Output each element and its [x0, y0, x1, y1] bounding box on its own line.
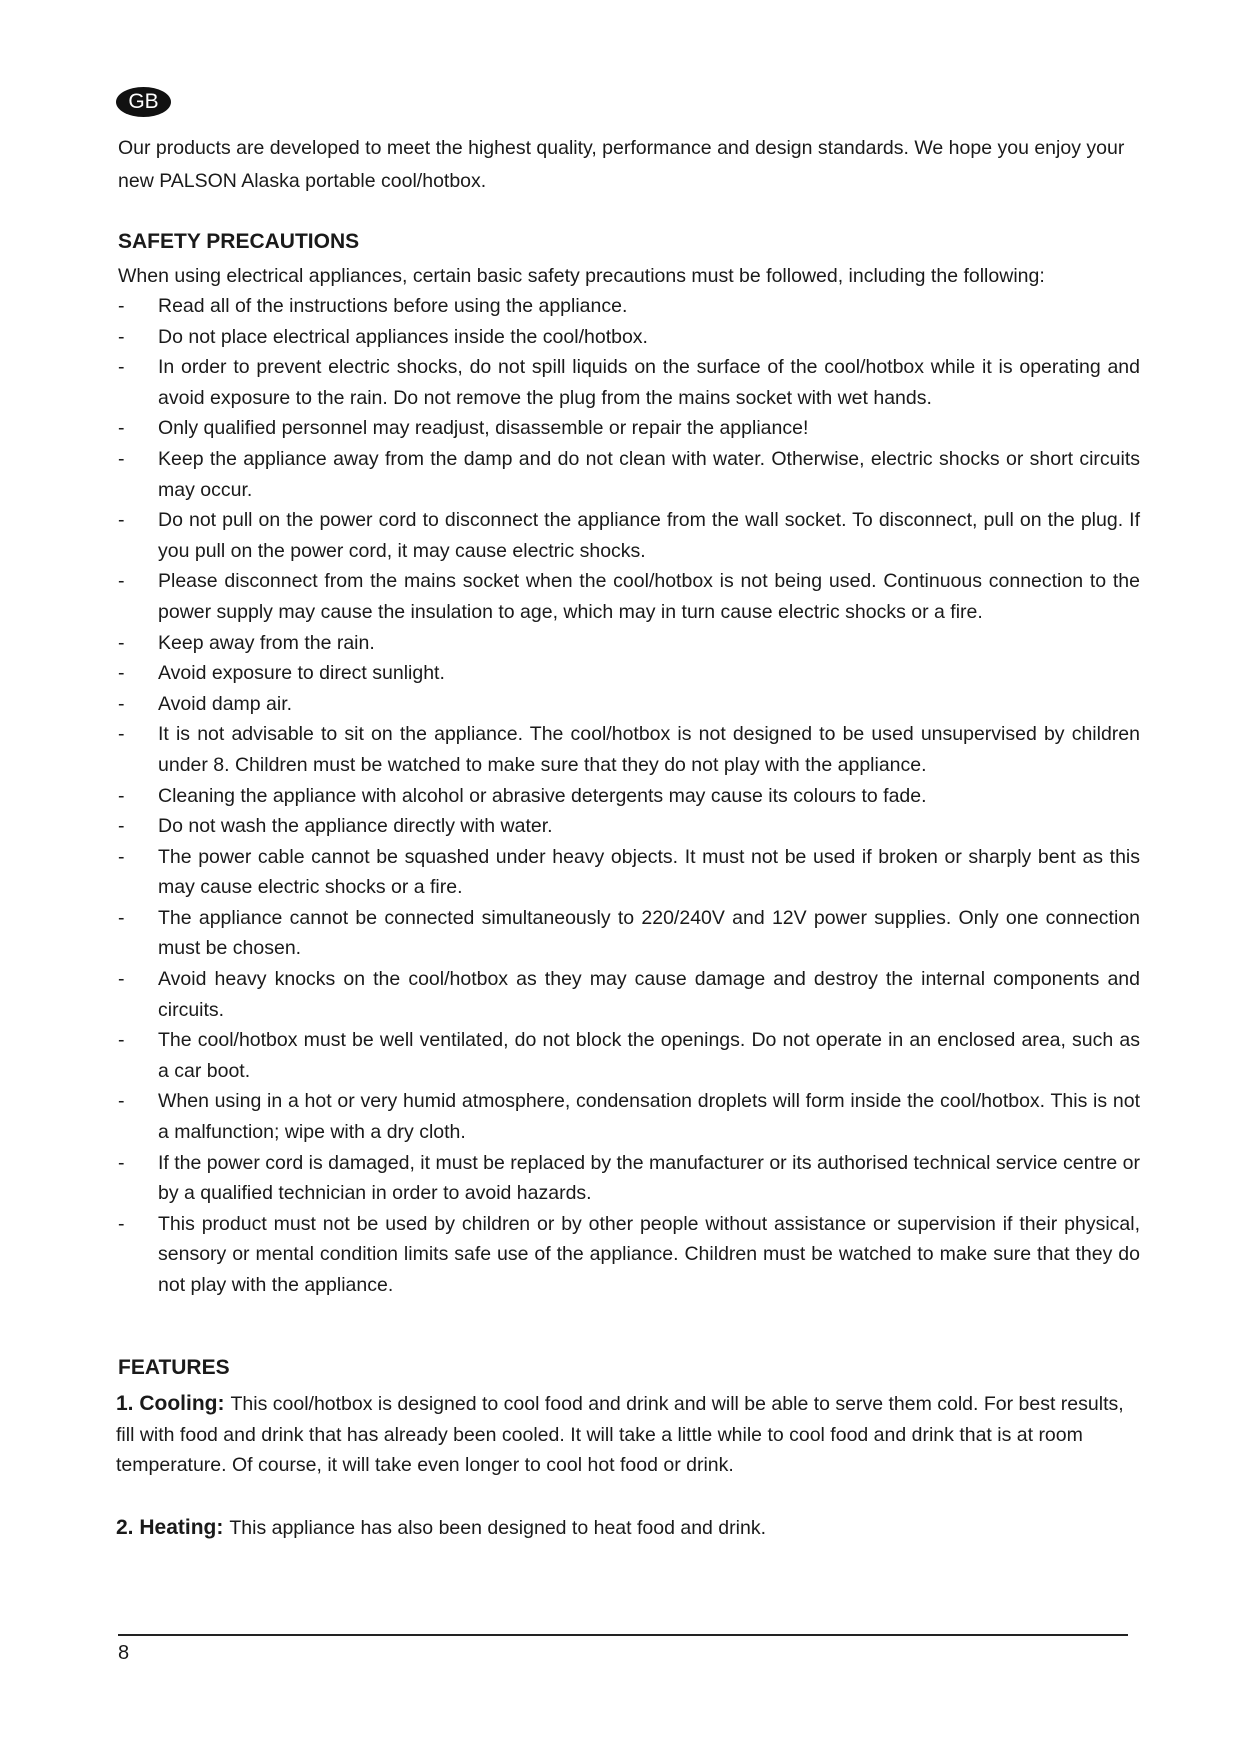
bullet-dash: -: [118, 509, 125, 532]
list-item: [118, 1209, 1140, 1301]
bullet-dash: -: [118, 815, 125, 838]
bullet-dash: -: [118, 845, 125, 868]
bullet-dash: -: [118, 1090, 125, 1113]
list-item-text: The cool/hotbox must be well ventilated, do not block the openings. Do not operate in an enclosed area, such as a car boot.: [158, 1029, 1140, 1082]
feature-cooling: [116, 1389, 1140, 1481]
list-item: [118, 719, 1140, 780]
feature-cooling-text: This cool/hotbox is designed to cool food and drink and will be able to serve them cold. For best results, fill with food and drink that has already been cooled. It will take a little while to cool food and drink that is at room temperature. Of course, it will take even longer to cool hot food or drink.: [116, 1393, 1124, 1476]
list-item: [118, 842, 1140, 903]
intro-paragraph: Our products are developed to meet the highest quality, performance and design standards. We hope you enjoy your new PALSON Alaska portable cool/hotbox.: [118, 137, 1125, 192]
list-item: [118, 413, 1140, 444]
list-item-text: Read all of the instructions before using the appliance.: [158, 295, 628, 317]
feature-heating: [116, 1513, 766, 1543]
bullet-dash: -: [118, 295, 125, 317]
list-item: [118, 322, 1140, 353]
safety-lead: When using electrical appliances, certain basic safety precautions must be followed, including the following:: [118, 265, 1045, 287]
bullet-dash: -: [118, 784, 125, 807]
language-badge: GB: [116, 87, 171, 117]
list-item-text: Avoid heavy knocks on the cool/hotbox as they may cause damage and destroy the internal components and circuits.: [158, 968, 1140, 1021]
bullet-dash: -: [118, 570, 125, 593]
list-item-text: When using in a hot or very humid atmosphere, condensation droplets will form inside the cool/hotbox. This is not a malfunction; wipe with a dry cloth.: [158, 1090, 1140, 1144]
page-number: 8: [118, 1642, 130, 1664]
list-item-text: Cleaning the appliance with alcohol or abrasive detergents may cause its colours to fade.: [158, 784, 927, 807]
list-item: [118, 903, 1140, 964]
bullet-dash: -: [118, 417, 125, 440]
safety-list: [118, 291, 1140, 1301]
list-item-text: In order to prevent electric shocks, do not spill liquids on the surface of the cool/hotbox while it is operating and avoid exposure to the rain. Do not remove the plug from the mains socket with wet hands.: [158, 356, 1140, 409]
list-item: [118, 444, 1140, 505]
list-item: [118, 505, 1140, 566]
bullet-dash: -: [118, 662, 125, 685]
bullet-dash: -: [118, 723, 125, 746]
list-item-text: Keep away from the rain.: [158, 631, 375, 654]
features-heading: FEATURES: [118, 1356, 230, 1379]
feature-heating-text: This appliance has also been designed to heat food and drink.: [229, 1517, 766, 1539]
list-item: [118, 811, 1140, 842]
list-item-text: It is not advisable to sit on the appliance. The cool/hotbox is not designed to be used unsupervised by children under 8. Children must be watched to make sure that they do not play with the appliance.: [158, 723, 1140, 776]
list-item-text: Please disconnect from the mains socket when the cool/hotbox is not being used. Continuous connection to the power supply may cause the insulation to age, which may in turn cause electric shocks or a fire.: [158, 570, 1140, 623]
list-item-text: Keep the appliance away from the damp and do not clean with water. Otherwise, electric shocks or short circuits may occur.: [158, 447, 1140, 501]
list-item-text: Do not pull on the power cord to disconnect the appliance from the wall socket. To disconnect, pull on the plug. If you pull on the power cord, it may cause electric shocks.: [158, 509, 1140, 562]
bullet-dash: -: [118, 906, 125, 929]
bullet-dash: -: [118, 631, 125, 654]
list-item: [118, 964, 1140, 1025]
bullet-dash: -: [118, 1029, 125, 1052]
list-item: [118, 628, 1140, 659]
list-item: [118, 1148, 1140, 1209]
bullet-dash: -: [118, 325, 125, 348]
footer-rule: [118, 1634, 1128, 1636]
bullet-dash: -: [118, 356, 125, 379]
list-item-text: Only qualified personnel may readjust, disassemble or repair the appliance!: [158, 417, 809, 440]
list-item: [118, 291, 1140, 322]
list-item-text: This product must not be used by children or by other people without assistance or supervision if their physical, sensory or mental condition limits safe use of the appliance. Children must be watched to make sure that they do not play with the appliance.: [158, 1212, 1140, 1296]
bullet-dash: -: [118, 692, 125, 715]
list-item-text: The appliance cannot be connected simultaneously to 220/240V and 12V power supplies. Only one connection must be chosen.: [158, 906, 1140, 960]
list-item: [118, 566, 1140, 627]
bullet-dash: -: [118, 1151, 125, 1174]
list-item-text: Avoid damp air.: [158, 692, 293, 715]
list-item-text: Do not wash the appliance directly with water.: [158, 815, 553, 838]
list-item-text: The power cable cannot be squashed under heavy objects. It must not be used if broken or sharply bent as this may cause electric shocks or a fire.: [158, 845, 1140, 899]
list-item: [118, 1086, 1140, 1147]
bullet-dash: -: [118, 447, 125, 470]
bullet-dash: -: [118, 1212, 125, 1235]
list-item: [118, 352, 1140, 413]
list-item-text: If the power cord is damaged, it must be replaced by the manufacturer or its authorised technical service centre or by a qualified technician in order to avoid hazards.: [158, 1151, 1140, 1205]
feature-cooling-label: 1. Cooling:: [116, 1392, 225, 1415]
list-item: [118, 689, 1140, 720]
feature-heating-label: 2. Heating:: [116, 1516, 224, 1539]
list-item: [118, 1025, 1140, 1086]
list-item-text: Avoid exposure to direct sunlight.: [158, 662, 445, 685]
bullet-dash: -: [118, 968, 125, 991]
list-item: [118, 658, 1140, 689]
list-item: [118, 781, 1140, 812]
safety-heading: SAFETY PRECAUTIONS: [118, 230, 360, 253]
list-item-text: Do not place electrical appliances inside the cool/hotbox.: [158, 325, 648, 348]
